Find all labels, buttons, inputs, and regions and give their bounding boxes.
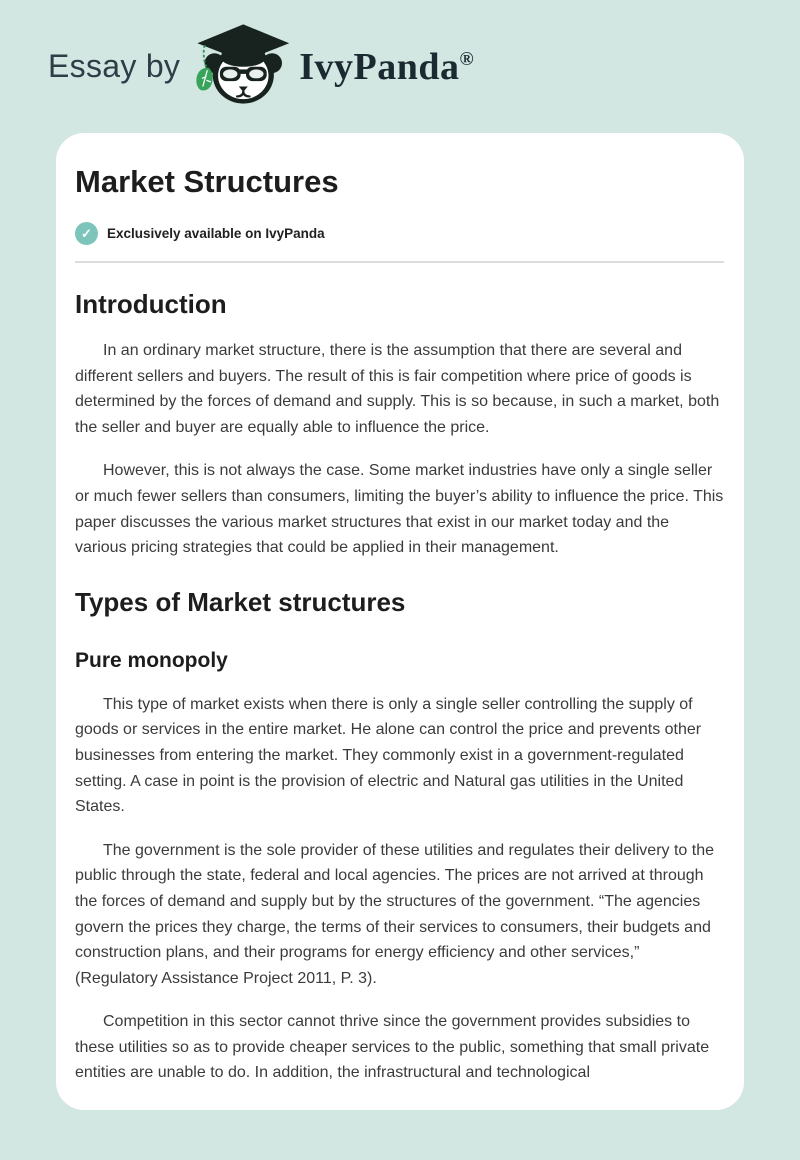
brand-wordmark: IvyPanda® bbox=[299, 45, 475, 88]
paragraph: However, this is not always the case. Some market industries have only a single seller or much fewer sellers than consumers, limiting the buyer’s ability to influence the price. This paper discusses the various market structures that exist in our market today and the various pricing strategies that could be applied in their management. bbox=[75, 462, 724, 557]
exclusive-badge-label: Exclusively available on IvyPanda bbox=[107, 226, 325, 241]
page-header bbox=[0, 0, 800, 133]
paragraph: The government is the sole provider of these utilities and regulates their delivery to the public through the state, federal and local agencies. The prices are not arrived at through the forces of demand and supply but by the structures of the government. “The agencies govern the prices they charge, the terms of their services to consumers, their budgets and construction plans, and their programs for energy efficiency and other services,” (Regulatory Assistance Project 2011, P. 3). bbox=[75, 841, 714, 987]
registered-mark: ® bbox=[459, 48, 475, 70]
section-heading-introduction: Introduction bbox=[75, 289, 227, 319]
divider bbox=[75, 261, 724, 263]
essay-card bbox=[56, 133, 744, 1110]
section-heading-types: Types of Market structures bbox=[75, 586, 406, 617]
check-icon: ✓ bbox=[75, 222, 98, 245]
essay-by-label: Essay by bbox=[48, 48, 181, 84]
page-title: Market Structures bbox=[75, 164, 339, 199]
subsection-heading-pure-monopoly: Pure monopoly bbox=[75, 648, 228, 672]
paragraph: This type of market exists when there is only a single seller controlling the supply of goods or services in the entire market. He alone can control the price and prevents other businesses from entering the market. They commonly exist in a government-regulated setting. A case in point is the provision of electric and Natural gas utilities in the United States. bbox=[75, 695, 702, 816]
panda-graduate-icon bbox=[192, 20, 291, 108]
exclusive-badge bbox=[75, 222, 724, 245]
paragraph: In an ordinary market structure, there is the assumption that there are several and different sellers and buyers. The result of this is fair competition where price of goods is determined by the forces of demand and supply. This is so because, in such a market, both the seller and buyer are equally able to influence the price. bbox=[75, 342, 720, 436]
paragraph: Competition in this sector cannot thrive since the government provides subsidies to these utilities so as to provide cheaper services to the public, something that small private entities are unable to do. In addition, the infrastructural and technological bbox=[75, 1013, 710, 1082]
